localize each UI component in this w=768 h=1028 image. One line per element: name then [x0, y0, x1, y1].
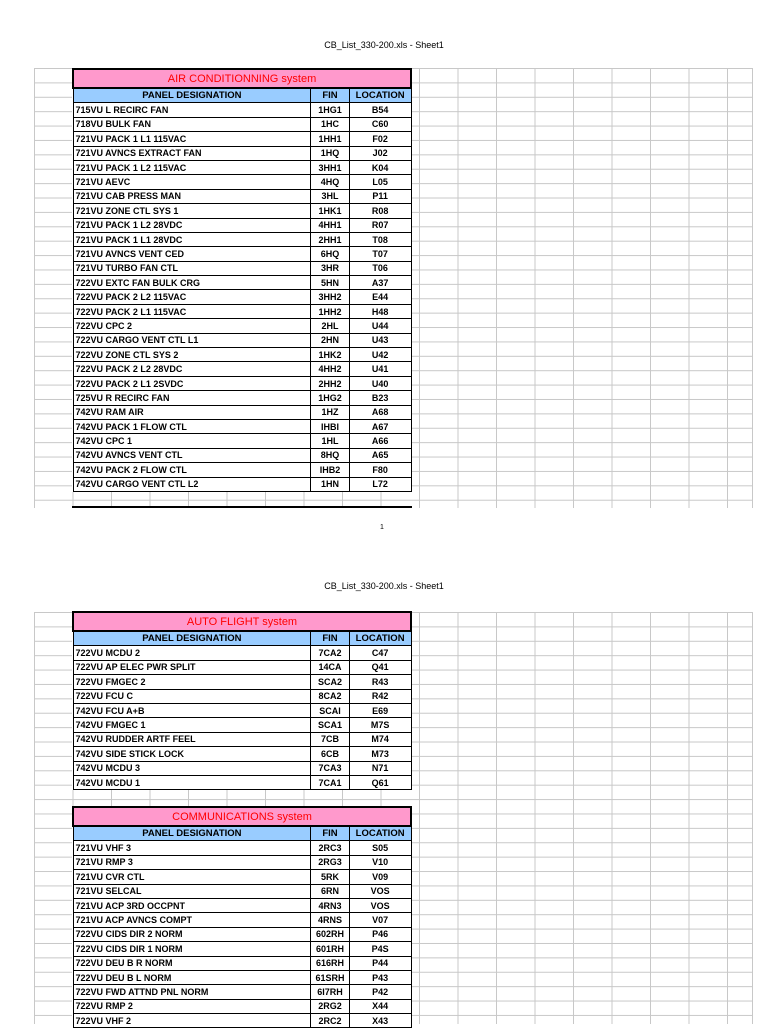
location-cell: X43: [349, 1014, 411, 1028]
location-cell: R07: [349, 218, 411, 232]
fin-cell: 1HG2: [311, 391, 349, 405]
table-row: [73, 391, 411, 405]
location-cell: P46: [349, 927, 411, 941]
fin-cell: 616RH: [311, 956, 349, 970]
panel-designation-cell: 721VU AVNCS EXTRACT FAN: [73, 146, 311, 160]
column-header-row: [73, 631, 411, 646]
panel-designation-cell: 718VU BULK FAN: [73, 117, 311, 131]
fin-cell: 6CB: [311, 747, 349, 761]
table-row: [73, 761, 411, 775]
location-cell: VOS: [349, 898, 411, 912]
panel-designation-cell: 722VU CIDS DIR 1 NORM: [73, 942, 311, 956]
fin-cell: IHB2: [311, 463, 349, 477]
fin-cell: SCA2: [311, 675, 349, 689]
panel-designation-cell: 722VU PACK 2 L2 28VDC: [73, 362, 311, 376]
table-row: [73, 189, 411, 203]
fin-cell: 14CA: [311, 660, 349, 674]
panel-designation-cell: 742VU FCU A+B: [73, 703, 311, 717]
fin-cell: 1HH2: [311, 304, 349, 318]
location-cell: S05: [349, 841, 411, 855]
panel-designation-cell: 722VU DEU B L NORM: [73, 970, 311, 984]
table-row: [73, 703, 411, 717]
panel-designation-cell: 742VU CPC 1: [73, 434, 311, 448]
fin-cell: SCA1: [311, 718, 349, 732]
fin-cell: 2HL: [311, 319, 349, 333]
table-row: [73, 232, 411, 246]
fin-cell: 2RC2: [311, 1014, 349, 1028]
fin-cell: 2RG2: [311, 999, 349, 1013]
table-row: [73, 870, 411, 884]
system-title: AUTO FLIGHT system: [73, 612, 411, 631]
panel-designation-cell: 721VU VHF 3: [73, 841, 311, 855]
panel-designation-cell: 722VU PACK 2 L1 115VAC: [73, 304, 311, 318]
panel-designation-cell: 722VU ZONE CTL SYS 2: [73, 348, 311, 362]
table-row: [73, 247, 411, 261]
location-cell: C60: [349, 117, 411, 131]
fin-cell: 1HL: [311, 434, 349, 448]
fin-cell: 7CA1: [311, 775, 349, 789]
table-row: [73, 477, 411, 491]
panel-designation-cell: 715VU L RECIRC FAN: [73, 103, 311, 117]
location-cell: T06: [349, 261, 411, 275]
fin-cell: 2RG3: [311, 855, 349, 869]
fin-cell: 3HL: [311, 189, 349, 203]
column-header-row: [73, 88, 411, 103]
fin-cell: 3HR: [311, 261, 349, 275]
fin-cell: 2HH2: [311, 376, 349, 390]
panel-designation-cell: 721VU PACK 1 L2 28VDC: [73, 218, 311, 232]
panel-designation-cell: 721VU ZONE CTL SYS 1: [73, 204, 311, 218]
panel-designation-cell: 722VU VHF 2: [73, 1014, 311, 1028]
column-header: LOCATION: [349, 631, 411, 646]
panel-designation-cell: 722VU RMP 2: [73, 999, 311, 1013]
panel-designation-cell: 722VU FCU C: [73, 689, 311, 703]
location-cell: J02: [349, 146, 411, 160]
fin-cell: 8HQ: [311, 448, 349, 462]
panel-designation-cell: 721VU AVNCS VENT CED: [73, 247, 311, 261]
panel-designation-cell: 721VU ACP AVNCS COMPT: [73, 913, 311, 927]
fin-cell: 601RH: [311, 942, 349, 956]
panel-designation-cell: 722VU PACK 2 L1 2SVDC: [73, 376, 311, 390]
panel-designation-cell: 721VU TURBO FAN CTL: [73, 261, 311, 275]
fin-cell: 2HN: [311, 333, 349, 347]
table-row: [73, 898, 411, 912]
location-cell: VOS: [349, 884, 411, 898]
table-row: [73, 463, 411, 477]
system-title: COMMUNICATIONS system: [73, 807, 411, 826]
page-header-1: CB_List_330-200.xls - Sheet1: [324, 40, 444, 50]
table-title-row: [73, 807, 411, 826]
location-cell: P43: [349, 970, 411, 984]
panel-designation-cell: 721VU PACK 1 L1 28VDC: [73, 232, 311, 246]
location-cell: F80: [349, 463, 411, 477]
column-header: LOCATION: [349, 826, 411, 841]
table-row: [73, 405, 411, 419]
table-row: [73, 204, 411, 218]
table-row: [73, 675, 411, 689]
fin-cell: 4HH1: [311, 218, 349, 232]
location-cell: P44: [349, 956, 411, 970]
system-title: AIR CONDITIONNING system: [73, 69, 411, 88]
location-cell: T08: [349, 232, 411, 246]
column-header: FIN: [311, 826, 349, 841]
table-row: [73, 448, 411, 462]
table-row: [73, 689, 411, 703]
panel-designation-cell: 722VU CPC 2: [73, 319, 311, 333]
table-row: [73, 942, 411, 956]
panel-designation-cell: 722VU MCDU 2: [73, 646, 311, 660]
location-cell: C47: [349, 646, 411, 660]
table-row: [73, 927, 411, 941]
column-header: PANEL DESIGNATION: [73, 826, 311, 841]
column-header: PANEL DESIGNATION: [73, 631, 311, 646]
fin-cell: 1HQ: [311, 146, 349, 160]
location-cell: U41: [349, 362, 411, 376]
panel-designation-cell: 721VU PACK 1 L2 115VAC: [73, 160, 311, 174]
location-cell: M73: [349, 747, 411, 761]
table-title-row: [73, 69, 411, 88]
table-row: [73, 319, 411, 333]
location-cell: U40: [349, 376, 411, 390]
table-bottom-rule: [72, 506, 412, 508]
panel-designation-cell: 742VU RAM AIR: [73, 405, 311, 419]
panel-designation-cell: 721VU PACK 1 L1 115VAC: [73, 132, 311, 146]
location-cell: V10: [349, 855, 411, 869]
table-row: [73, 175, 411, 189]
column-header: PANEL DESIGNATION: [73, 88, 311, 103]
panel-designation-cell: 722VU CARGO VENT CTL L1: [73, 333, 311, 347]
table-row: [73, 146, 411, 160]
column-header: FIN: [311, 631, 349, 646]
location-cell: R08: [349, 204, 411, 218]
table-row: [73, 884, 411, 898]
location-cell: B54: [349, 103, 411, 117]
fin-cell: 2RC3: [311, 841, 349, 855]
fin-cell: SCAI: [311, 703, 349, 717]
fin-cell: IHBI: [311, 419, 349, 433]
table-row: [73, 855, 411, 869]
location-cell: R43: [349, 675, 411, 689]
fin-cell: 1HK2: [311, 348, 349, 362]
fin-cell: 1HH1: [311, 132, 349, 146]
panel-designation-cell: 721VU SELCAL: [73, 884, 311, 898]
location-cell: E44: [349, 290, 411, 304]
location-cell: A37: [349, 276, 411, 290]
fin-cell: 5RK: [311, 870, 349, 884]
location-cell: P4S: [349, 942, 411, 956]
location-cell: F02: [349, 132, 411, 146]
panel-designation-cell: 722VU AP ELEC PWR SPLIT: [73, 660, 311, 674]
location-cell: A66: [349, 434, 411, 448]
panel-designation-cell: 722VU FWD ATTND PNL NORM: [73, 985, 311, 999]
table-row: [73, 117, 411, 131]
panel-designation-cell: 742VU AVNCS VENT CTL: [73, 448, 311, 462]
fin-cell: 7CA3: [311, 761, 349, 775]
location-cell: E69: [349, 703, 411, 717]
fin-cell: 4RN3: [311, 898, 349, 912]
table-row: [73, 276, 411, 290]
location-cell: M74: [349, 732, 411, 746]
panel-designation-cell: 742VU FMGEC 1: [73, 718, 311, 732]
table-row: [73, 970, 411, 984]
panel-designation-cell: 721VU AEVC: [73, 175, 311, 189]
table-row: [73, 261, 411, 275]
fin-cell: 1HK1: [311, 204, 349, 218]
location-cell: B23: [349, 391, 411, 405]
fin-cell: 2HH1: [311, 232, 349, 246]
table-row: [73, 999, 411, 1013]
table-row: [73, 304, 411, 318]
column-header-row: [73, 826, 411, 841]
table-row: [73, 419, 411, 433]
location-cell: P11: [349, 189, 411, 203]
page-header-2: CB_List_330-200.xls - Sheet1: [324, 581, 444, 591]
location-cell: H48: [349, 304, 411, 318]
panel-designation-cell: 722VU EXTC FAN BULK CRG: [73, 276, 311, 290]
location-cell: T07: [349, 247, 411, 261]
location-cell: L72: [349, 477, 411, 491]
table-row: [73, 732, 411, 746]
fin-cell: 1HN: [311, 477, 349, 491]
fin-cell: 602RH: [311, 927, 349, 941]
panel-designation-cell: 742VU PACK 2 FLOW CTL: [73, 463, 311, 477]
table-row: [73, 333, 411, 347]
location-cell: R42: [349, 689, 411, 703]
location-cell: U43: [349, 333, 411, 347]
panel-designation-cell: 722VU FMGEC 2: [73, 675, 311, 689]
panel-designation-cell: 742VU PACK 1 FLOW CTL: [73, 419, 311, 433]
location-cell: V09: [349, 870, 411, 884]
table-row: [73, 646, 411, 660]
table-row: [73, 103, 411, 117]
panel-designation-cell: 742VU SIDE STICK LOCK: [73, 747, 311, 761]
fin-cell: 6HQ: [311, 247, 349, 261]
table-title-row: [73, 612, 411, 631]
panel-designation-cell: 725VU R RECIRC FAN: [73, 391, 311, 405]
table-row: [73, 660, 411, 674]
fin-cell: 8CA2: [311, 689, 349, 703]
page-number: 1: [380, 524, 384, 531]
panel-designation-cell: 722VU DEU B R NORM: [73, 956, 311, 970]
location-cell: Q41: [349, 660, 411, 674]
panel-designation-cell: 721VU ACP 3RD OCCPNT: [73, 898, 311, 912]
table-row: [73, 747, 411, 761]
panel-designation-cell: 742VU MCDU 3: [73, 761, 311, 775]
air-conditioning-table: [72, 68, 412, 492]
table-row: [73, 913, 411, 927]
table-row: [73, 290, 411, 304]
panel-designation-cell: 742VU CARGO VENT CTL L2: [73, 477, 311, 491]
table-row: [73, 841, 411, 855]
location-cell: K04: [349, 160, 411, 174]
column-header: FIN: [311, 88, 349, 103]
table-row: [73, 956, 411, 970]
auto-flight-table: [72, 611, 412, 790]
location-cell: L05: [349, 175, 411, 189]
location-cell: A65: [349, 448, 411, 462]
location-cell: U44: [349, 319, 411, 333]
location-cell: P42: [349, 985, 411, 999]
table-row: [73, 1014, 411, 1028]
column-header: LOCATION: [349, 88, 411, 103]
location-cell: M7S: [349, 718, 411, 732]
panel-designation-cell: 722VU CIDS DIR 2 NORM: [73, 927, 311, 941]
fin-cell: 3HH2: [311, 290, 349, 304]
panel-designation-cell: 742VU MCDU 1: [73, 775, 311, 789]
table-row: [73, 348, 411, 362]
panel-designation-cell: 721VU RMP 3: [73, 855, 311, 869]
table-row: [73, 362, 411, 376]
location-cell: A67: [349, 419, 411, 433]
fin-cell: 3HH1: [311, 160, 349, 174]
location-cell: U42: [349, 348, 411, 362]
location-cell: Q61: [349, 775, 411, 789]
fin-cell: 61SRH: [311, 970, 349, 984]
fin-cell: 1HZ: [311, 405, 349, 419]
fin-cell: 1HG1: [311, 103, 349, 117]
fin-cell: 4RNS: [311, 913, 349, 927]
panel-designation-cell: 742VU RUDDER ARTF FEEL: [73, 732, 311, 746]
panel-designation-cell: 722VU PACK 2 L2 115VAC: [73, 290, 311, 304]
fin-cell: 4HQ: [311, 175, 349, 189]
table-row: [73, 985, 411, 999]
fin-cell: 7CA2: [311, 646, 349, 660]
communications-table: [72, 806, 412, 1028]
table-row: [73, 132, 411, 146]
location-cell: N71: [349, 761, 411, 775]
table-row: [73, 160, 411, 174]
table-row: [73, 775, 411, 789]
fin-cell: 6I7RH: [311, 985, 349, 999]
table-row: [73, 718, 411, 732]
location-cell: A68: [349, 405, 411, 419]
location-cell: V07: [349, 913, 411, 927]
panel-designation-cell: 721VU CVR CTL: [73, 870, 311, 884]
table-row: [73, 376, 411, 390]
location-cell: X44: [349, 999, 411, 1013]
panel-designation-cell: 721VU CAB PRESS MAN: [73, 189, 311, 203]
table-row: [73, 218, 411, 232]
fin-cell: 5HN: [311, 276, 349, 290]
fin-cell: 4HH2: [311, 362, 349, 376]
fin-cell: 6RN: [311, 884, 349, 898]
fin-cell: 7CB: [311, 732, 349, 746]
fin-cell: 1HC: [311, 117, 349, 131]
table-row: [73, 434, 411, 448]
